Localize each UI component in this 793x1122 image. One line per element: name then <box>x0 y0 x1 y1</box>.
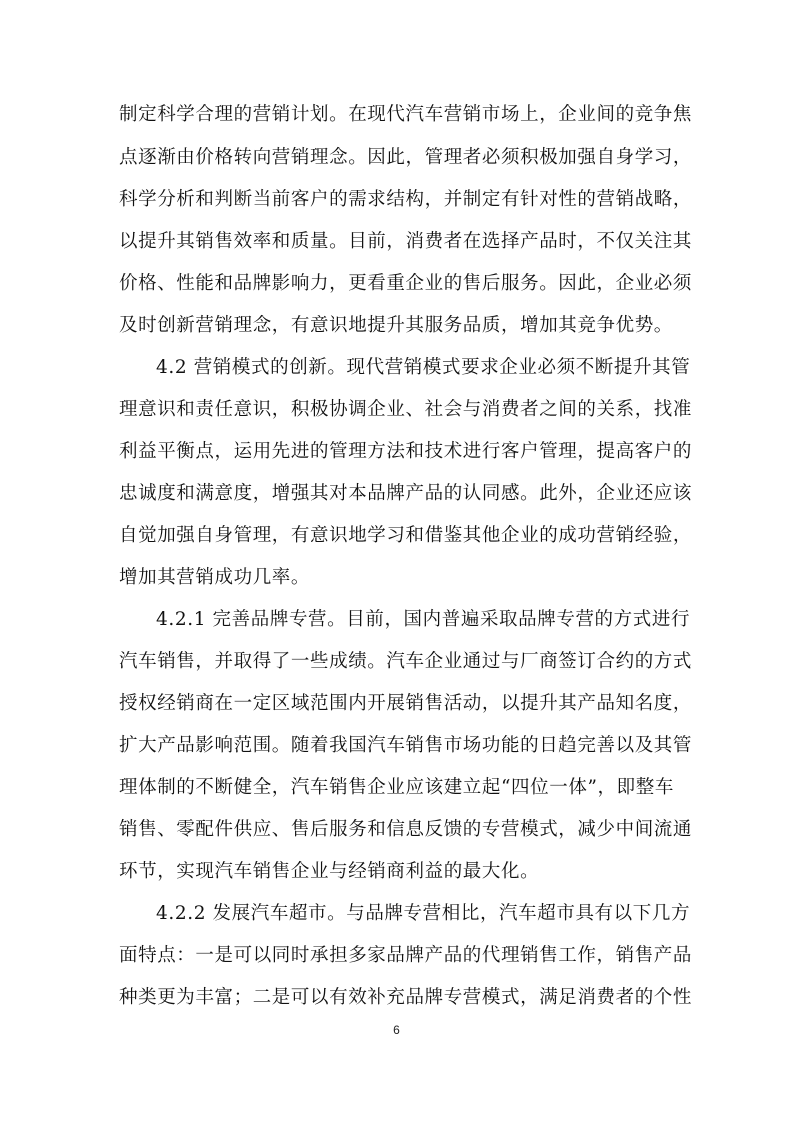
paragraph-line: 面特点：一是可以同时承担多家品牌产品的代理销售工作，销售产品 <box>119 945 693 966</box>
paragraph-line: 及时创新营销理念，有意识地提升其服务品质，增加其竞争优势。 <box>119 315 673 336</box>
paragraph-line: 点逐渐由价格转向营销理念。因此，管理者必须积极加强自身学习， <box>119 147 693 168</box>
paragraph-line: 销售、零配件供应、售后服务和信息反馈的专营模式，减少中间流通 <box>119 819 693 840</box>
paragraph-line: 授权经销商在一定区域范围内开展销售活动，以提升其产品知名度， <box>119 693 693 714</box>
paragraph-line: 制定科学合理的营销计划。在现代汽车营销市场上，企业间的竞争焦 <box>119 104 693 125</box>
section-heading-line: 4.2.1 完善品牌专营。目前，国内普遍采取品牌专营的方式进行 <box>156 609 691 630</box>
paragraph-line: 价格、性能和品牌影响力，更看重企业的售后服务。因此，企业必须 <box>119 273 693 294</box>
paragraph-line: 科学分析和判断当前客户的需求结构，并制定有针对性的营销战略， <box>119 189 693 210</box>
paragraph-line: 理体制的不断健全，汽车销售企业应该建立起“四位一体”，即整车 <box>119 777 674 798</box>
paragraph-line: 利益平衡点，运用先进的管理方法和技术进行客户管理，提高客户的 <box>119 441 693 462</box>
paragraph-line: 种类更为丰富；二是可以有效补充品牌专营模式，满足消费者的个性 <box>119 987 693 1008</box>
paragraph-line: 汽车销售，并取得了一些成绩。汽车企业通过与厂商签订合约的方式 <box>119 651 693 672</box>
page-number: 6 <box>393 1023 400 1037</box>
paragraph-line: 自觉加强自身管理，有意识地学习和借鉴其他企业的成功营销经验， <box>119 525 693 546</box>
paragraph-line: 理意识和责任意识，积极协调企业、社会与消费者之间的关系，找准 <box>119 399 693 420</box>
paragraph-line: 忠诚度和满意度，增强其对本品牌产品的认同感。此外，企业还应该 <box>119 483 693 504</box>
paragraph-line: 扩大产品影响范围。随着我国汽车销售市场功能的日趋完善以及其管 <box>119 735 693 756</box>
section-heading-line: 4.2 营销模式的创新。现代营销模式要求企业必须不断提升其管 <box>156 357 691 378</box>
paragraph-line: 环节，实现汽车销售企业与经销商利益的最大化。 <box>119 861 540 882</box>
paragraph-line: 增加其营销成功几率。 <box>119 567 311 588</box>
section-heading-line: 4.2.2 发展汽车超市。与品牌专营相比，汽车超市具有以下几方 <box>156 903 691 924</box>
paragraph-line: 以提升其销售效率和质量。目前，消费者在选择产品时，不仅关注其 <box>119 231 693 252</box>
